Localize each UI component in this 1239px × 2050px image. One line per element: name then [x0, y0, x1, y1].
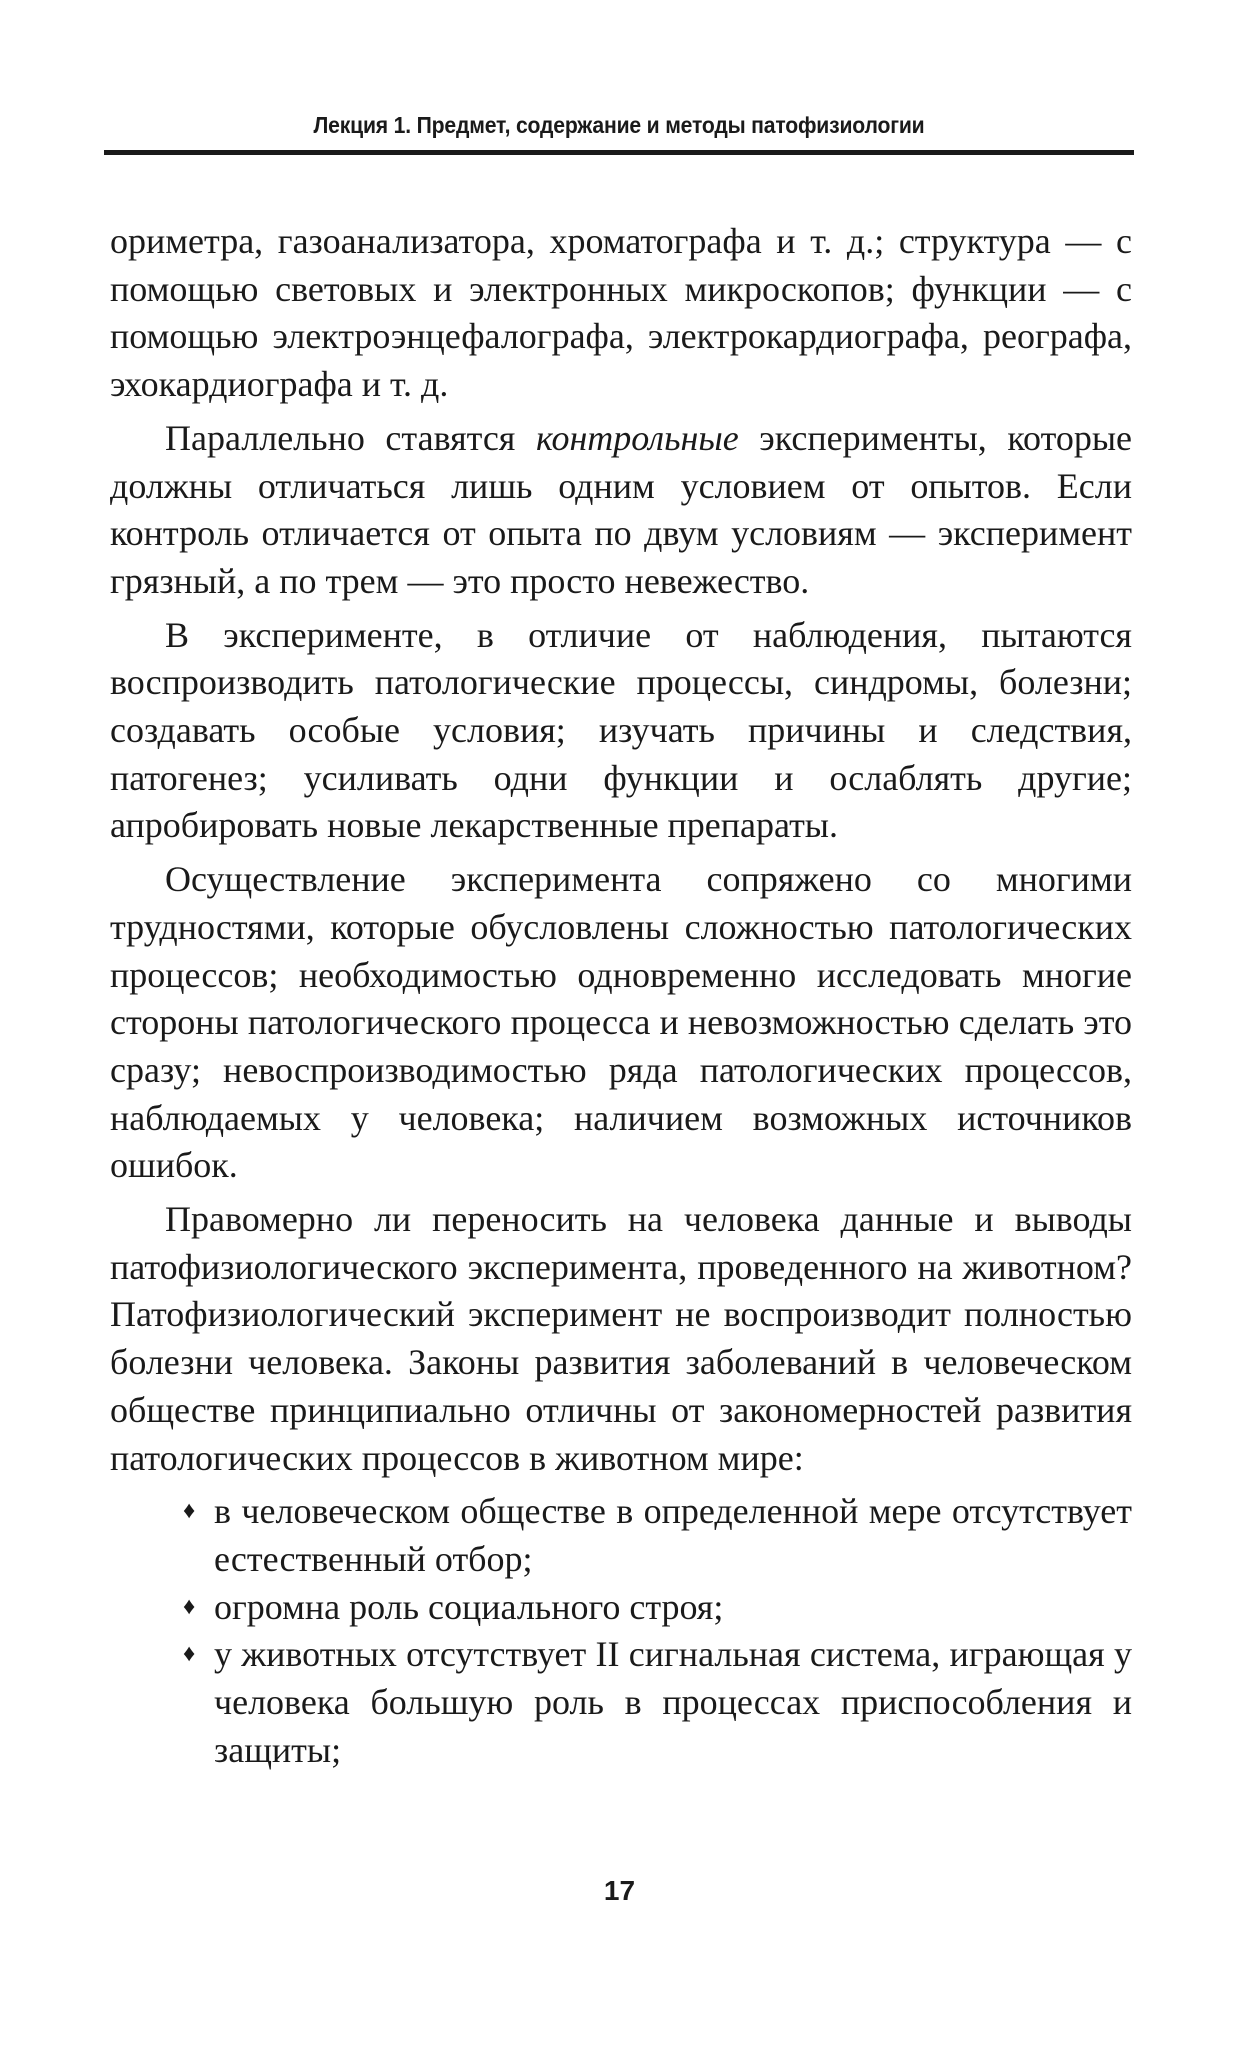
paragraph-2-emphasis: контрольные	[535, 417, 739, 458]
paragraph-2-end: эксперименты, которые должны отличаться лишь одним условием от опытов. Если контроль отличается от опыта по двум условиям — эксперимент грязный, а по трем — это просто невежество.	[110, 417, 1133, 601]
diamond-bullet-icon: ♦	[183, 1593, 196, 1620]
list-item-text: в человеческом обществе в определенной мере отсутствует естественный отбор;	[214, 1491, 1132, 1579]
paragraph-2	[110, 415, 1132, 606]
diamond-bullet-icon: ♦	[183, 1641, 196, 1668]
body-text	[110, 218, 1132, 1775]
paragraph-3: В эксперименте, в отличие от наблюдения, пытаются воспроизводить патологические процессы, синдромы, болезни; создавать особые условия; изучать причины и следствия, патогенез; усиливать одни функции и ослаблять другие; апробировать новые лекарственные препараты.	[110, 614, 1132, 846]
list-item-text: огромна роль социального строя;	[214, 1586, 724, 1627]
diamond-bullet-icon: ♦	[183, 1498, 196, 1525]
list-item	[110, 1488, 1132, 1583]
page-number: 17	[603, 1875, 636, 1906]
paragraph-1: ориметра, газоанализатора, хроматографа и т. д.; структура — с помощью световых и электронных микроскопов; функции — с помощью электроэнцефалографа, электрокардиографа, реографа, эхокардиографа и т. д.	[110, 221, 1132, 405]
list-item	[110, 1584, 1132, 1632]
list-item-text: у животных отсутствует II сигнальная система, играющая у человека большую роль в процессах приспособления и защиты;	[214, 1634, 1132, 1770]
paragraph-4: Осуществление эксперимента сопряжено со многими трудностями, которые обусловлены сложностью патологических процессов; необходимостью одновременно исследовать многие стороны патологического процесса и невозможностью сделать это сразу; невоспроизводимостью ряда патологических процессов, наблюдаемых у человека; наличием возможных источников ошибок.	[110, 859, 1132, 1186]
running-header: Лекция 1. Предмет, содержание и методы патофизиологии	[313, 112, 925, 138]
paragraph-2-start: Параллельно ставятся	[165, 417, 536, 458]
header-rule	[104, 150, 1134, 155]
list-item	[110, 1631, 1132, 1774]
paragraph-5: Правомерно ли переносить на человека данные и выводы патофизиологического эксперимента, проведенного на животном? Патофизиологический эксперимент не воспроизводит полностью болезни человека. Законы развития заболеваний в человеческом обществе принципиально отличны от закономерностей развития патологических процессов в животном мире:	[110, 1199, 1132, 1478]
bullet-list	[110, 1488, 1132, 1774]
